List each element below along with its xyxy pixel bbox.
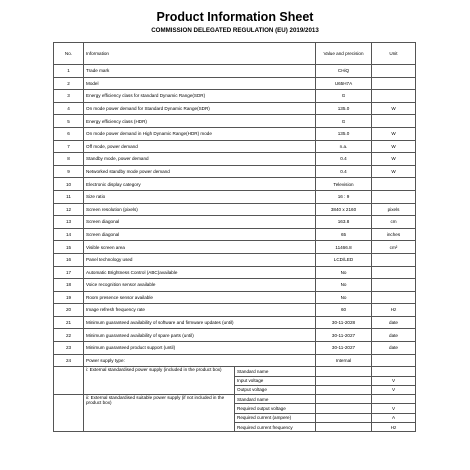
table-row bbox=[54, 127, 416, 140]
row-unit: date bbox=[372, 342, 416, 355]
row-value: CHiQ bbox=[316, 65, 372, 78]
row-information: Minimum guaranteed availability of software and firmware updates (until) bbox=[84, 316, 316, 329]
table-row bbox=[54, 102, 416, 115]
table-row bbox=[54, 354, 416, 367]
row-value: Television bbox=[316, 178, 372, 191]
row-number: 3 bbox=[54, 90, 84, 103]
power-supply-item-unit: V bbox=[372, 376, 416, 385]
table-row bbox=[54, 304, 416, 317]
power-supply-external-row bbox=[54, 395, 416, 404]
row-unit bbox=[372, 253, 416, 266]
row-information: Model bbox=[84, 77, 316, 90]
header-value: Value and precision bbox=[316, 43, 372, 65]
power-supply-item-label: Output voltage bbox=[235, 385, 316, 394]
row-number: 7 bbox=[54, 140, 84, 153]
product-info-table bbox=[53, 42, 416, 432]
power-supply-item-unit bbox=[372, 395, 416, 404]
row-value: U65H7A bbox=[316, 77, 372, 90]
table-row bbox=[54, 266, 416, 279]
row-number: 2 bbox=[54, 77, 84, 90]
row-unit: cm bbox=[372, 216, 416, 229]
row-unit: date bbox=[372, 316, 416, 329]
power-supply-item-value bbox=[316, 395, 372, 404]
row-value: n.a. bbox=[316, 140, 372, 153]
row-value: 135.0 bbox=[316, 102, 372, 115]
header-no: No. bbox=[54, 43, 84, 65]
row-information: Power supply type: bbox=[84, 354, 316, 367]
row-number: 1 bbox=[54, 65, 84, 78]
row-unit bbox=[372, 279, 416, 292]
row-information: Energy efficiency class for standard Dynamic Range(SDR) bbox=[84, 90, 316, 103]
row-number: 18 bbox=[54, 279, 84, 292]
row-information: Minimum guaranteed product support (until) bbox=[84, 342, 316, 355]
table-row bbox=[54, 216, 416, 229]
row-information: Automatic Brightness Control (ABC)available bbox=[84, 266, 316, 279]
row-unit: cm² bbox=[372, 241, 416, 254]
power-supply-internal-label: i: External standardised power supply (included in the product box) bbox=[84, 367, 235, 395]
table-row bbox=[54, 241, 416, 254]
row-unit: inches bbox=[372, 228, 416, 241]
table-row bbox=[54, 140, 416, 153]
row-value: No bbox=[316, 266, 372, 279]
power-supply-item-value bbox=[316, 367, 372, 376]
power-supply-item-value bbox=[316, 404, 372, 413]
header-unit: Unit bbox=[372, 43, 416, 65]
page-title: Product Information Sheet bbox=[156, 10, 314, 24]
power-supply-item-unit: V bbox=[372, 385, 416, 394]
row-unit: W bbox=[372, 127, 416, 140]
table-row bbox=[54, 253, 416, 266]
table-row bbox=[54, 342, 416, 355]
row-number: 13 bbox=[54, 216, 84, 229]
row-unit bbox=[372, 266, 416, 279]
row-information: Energy efficiency class (HDR) bbox=[84, 115, 316, 128]
row-information: Networked standby mode power demand bbox=[84, 165, 316, 178]
row-information: Screen diagonal bbox=[84, 216, 316, 229]
power-supply-item-label: Required current (ampere) bbox=[235, 413, 316, 422]
table-row bbox=[54, 291, 416, 304]
row-value: 16 : 9 bbox=[316, 190, 372, 203]
row-number: 6 bbox=[54, 127, 84, 140]
table-header-row bbox=[54, 43, 416, 65]
row-unit bbox=[372, 354, 416, 367]
row-information: Minimum guaranteed availability of spare parts (until) bbox=[84, 329, 316, 342]
power-supply-item-unit: V bbox=[372, 404, 416, 413]
row-unit bbox=[372, 190, 416, 203]
power-supply-item-value bbox=[316, 376, 372, 385]
header-information: Information bbox=[84, 43, 316, 65]
row-number: 19 bbox=[54, 291, 84, 304]
row-information: Visible screen area bbox=[84, 241, 316, 254]
power-supply-item-label: Standard name bbox=[235, 367, 316, 376]
row-number: 22 bbox=[54, 329, 84, 342]
table-row bbox=[54, 228, 416, 241]
power-supply-number-cell bbox=[54, 395, 84, 432]
row-information: Panel technology used bbox=[84, 253, 316, 266]
table-row bbox=[54, 329, 416, 342]
row-unit: W bbox=[372, 153, 416, 166]
table-row bbox=[54, 203, 416, 216]
row-information: On mode power demand in High Dynamic Range(HDR) mode bbox=[84, 127, 316, 140]
row-value: 0.4 bbox=[316, 165, 372, 178]
row-value: 30-11-2027 bbox=[316, 342, 372, 355]
row-unit bbox=[372, 90, 416, 103]
row-number: 8 bbox=[54, 153, 84, 166]
row-number: 16 bbox=[54, 253, 84, 266]
row-number: 21 bbox=[54, 316, 84, 329]
row-information: Voice recognition sensor available bbox=[84, 279, 316, 292]
row-value: 30-11-2027 bbox=[316, 329, 372, 342]
row-value: No bbox=[316, 291, 372, 304]
row-unit bbox=[372, 115, 416, 128]
row-number: 11 bbox=[54, 190, 84, 203]
power-supply-item-label: Standard name bbox=[235, 395, 316, 404]
row-number: 12 bbox=[54, 203, 84, 216]
row-value: 0.4 bbox=[316, 153, 372, 166]
row-information: Screen resolution (pixels) bbox=[84, 203, 316, 216]
row-number: 23 bbox=[54, 342, 84, 355]
row-information: Standby mode, power demand bbox=[84, 153, 316, 166]
table-row bbox=[54, 316, 416, 329]
table-row bbox=[54, 153, 416, 166]
row-information: Image refresh frequency rate bbox=[84, 304, 316, 317]
row-information: Electronic display category bbox=[84, 178, 316, 191]
row-unit bbox=[372, 291, 416, 304]
regulation-subtitle: COMMISSION DELEGATED REGULATION (EU) 2019/2013 bbox=[151, 27, 319, 34]
row-value: G bbox=[316, 90, 372, 103]
row-information: Room presence sensor available bbox=[84, 291, 316, 304]
table-row bbox=[54, 90, 416, 103]
row-value: 163.8 bbox=[316, 216, 372, 229]
row-number: 20 bbox=[54, 304, 84, 317]
row-number: 17 bbox=[54, 266, 84, 279]
power-supply-item-label: Required current frequency bbox=[235, 423, 316, 432]
power-supply-item-label: Required output voltage bbox=[235, 404, 316, 413]
row-unit: W bbox=[372, 165, 416, 178]
row-unit: date bbox=[372, 329, 416, 342]
row-information: Screen diagonal bbox=[84, 228, 316, 241]
row-value: 30-11-2028 bbox=[316, 316, 372, 329]
table-row bbox=[54, 65, 416, 78]
row-information: Size ratio bbox=[84, 190, 316, 203]
row-number: 15 bbox=[54, 241, 84, 254]
table-row bbox=[54, 279, 416, 292]
power-supply-item-unit: A bbox=[372, 413, 416, 422]
row-number: 9 bbox=[54, 165, 84, 178]
row-value: Internal bbox=[316, 354, 372, 367]
row-value: No bbox=[316, 279, 372, 292]
row-number: 10 bbox=[54, 178, 84, 191]
table-row bbox=[54, 178, 416, 191]
power-supply-item-label: Input voltage bbox=[235, 376, 316, 385]
row-information: Trade mark bbox=[84, 65, 316, 78]
row-number: 14 bbox=[54, 228, 84, 241]
table-row bbox=[54, 115, 416, 128]
power-supply-external-label: ii: External standardised suitable power supply (if not included in the product box) bbox=[84, 395, 235, 432]
power-supply-item-unit: Hz bbox=[372, 423, 416, 432]
power-supply-item-value bbox=[316, 385, 372, 394]
row-unit: Hz bbox=[372, 304, 416, 317]
row-number: 5 bbox=[54, 115, 84, 128]
row-number: 24 bbox=[54, 354, 84, 367]
row-unit bbox=[372, 65, 416, 78]
power-supply-item-value bbox=[316, 423, 372, 432]
row-value: 65 bbox=[316, 228, 372, 241]
row-unit bbox=[372, 77, 416, 90]
table-row bbox=[54, 77, 416, 90]
power-supply-item-value bbox=[316, 413, 372, 422]
row-value: 135.0 bbox=[316, 127, 372, 140]
row-value: 11466.8 bbox=[316, 241, 372, 254]
power-supply-item-unit bbox=[372, 367, 416, 376]
row-unit: W bbox=[372, 140, 416, 153]
row-number: 4 bbox=[54, 102, 84, 115]
table-row bbox=[54, 190, 416, 203]
table-row bbox=[54, 165, 416, 178]
row-unit: pixels bbox=[372, 203, 416, 216]
row-value: 3840 x 2160 bbox=[316, 203, 372, 216]
row-value: LCD/LED bbox=[316, 253, 372, 266]
row-unit bbox=[372, 178, 416, 191]
row-information: On mode power demand for Standard Dynamic Range(SDR) bbox=[84, 102, 316, 115]
power-supply-internal-row bbox=[54, 367, 416, 376]
row-value: G bbox=[316, 115, 372, 128]
power-supply-number-cell bbox=[54, 367, 84, 395]
row-value: 60 bbox=[316, 304, 372, 317]
row-information: Off mode, power demand bbox=[84, 140, 316, 153]
row-unit: W bbox=[372, 102, 416, 115]
